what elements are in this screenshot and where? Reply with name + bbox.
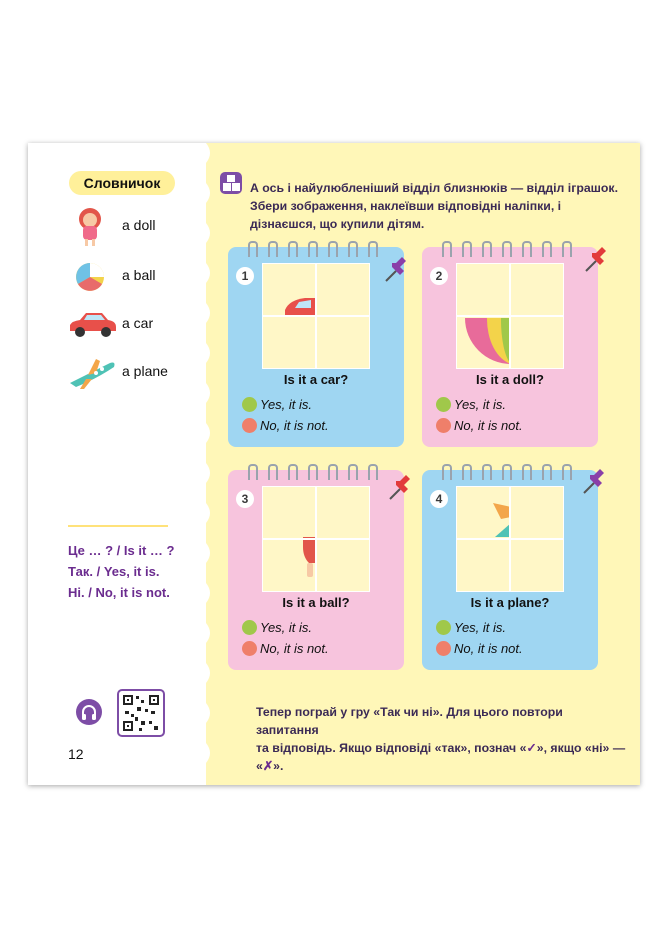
yes-dot xyxy=(242,620,257,635)
audio-headphones-icon[interactable] xyxy=(76,699,102,725)
vocab-word: a car xyxy=(122,315,154,331)
card-number: 3 xyxy=(236,490,254,508)
plane-fragment-icon xyxy=(491,503,511,537)
yes-dot xyxy=(436,397,451,412)
answer-no[interactable]: No, it is not. xyxy=(260,418,329,433)
answer-yes[interactable]: Yes, it is. xyxy=(454,620,506,635)
pushpin-icon xyxy=(380,253,414,287)
card-number: 4 xyxy=(430,490,448,508)
no-dot xyxy=(242,418,257,433)
answer-no[interactable]: No, it is not. xyxy=(454,641,523,656)
plane-icon xyxy=(66,353,122,393)
game-instruction: Тепер пограй у гру «Так чи ні». Для цього повтори запитання та відповідь. Якщо відповіді «так», познач «✓», якщо «ні» — «✗». xyxy=(256,705,626,773)
task-instruction: А ось і найулюбленіший відділ близнюків — відділ іграшок. Збери зображення, наклеївши відповідні наліпки, і дізнаєшся, що купили дітям. xyxy=(250,181,618,231)
dictionary-column xyxy=(28,143,206,785)
sticker-grid[interactable] xyxy=(262,263,370,369)
abc-blocks-icon xyxy=(219,171,243,195)
yes-dot xyxy=(436,620,451,635)
vocab-word: a plane xyxy=(122,363,168,379)
vocab-item-car xyxy=(66,305,206,345)
pushpin-icon xyxy=(384,471,418,505)
ball-fragment-icon xyxy=(463,318,511,364)
no-dot xyxy=(436,418,451,433)
pushpin-icon xyxy=(580,243,614,277)
vocab-item-doll xyxy=(66,207,206,247)
divider xyxy=(68,525,168,527)
page-number: 12 xyxy=(68,746,84,762)
doll-fragment-icon xyxy=(293,537,317,577)
car-icon xyxy=(66,305,122,345)
sticker-grid[interactable] xyxy=(262,486,370,592)
vocab-item-ball xyxy=(66,257,206,297)
answer-yes[interactable]: Yes, it is. xyxy=(454,397,506,412)
dictionary-title: Словничок xyxy=(69,171,175,195)
no-dot xyxy=(242,641,257,656)
puzzle-card-3 xyxy=(228,470,404,670)
puzzle-card-4 xyxy=(422,470,598,670)
puzzle-card-2 xyxy=(422,247,598,447)
answer-yes[interactable]: Yes, it is. xyxy=(260,620,312,635)
vocab-word: a doll xyxy=(122,217,156,233)
workbook-page xyxy=(28,143,640,785)
card-number: 1 xyxy=(236,267,254,285)
answer-no[interactable]: No, it is not. xyxy=(260,641,329,656)
puzzle-card-1 xyxy=(228,247,404,447)
vocab-word: a ball xyxy=(122,267,156,283)
card-question: Is it a doll? xyxy=(476,372,544,387)
sticker-grid[interactable] xyxy=(456,486,564,592)
check-icon: ✓ xyxy=(526,741,537,755)
phrase-question: Це … ? / Is it … ? xyxy=(68,543,175,558)
qr-code[interactable] xyxy=(117,689,165,737)
answer-yes[interactable]: Yes, it is. xyxy=(260,397,312,412)
card-question: Is it a plane? xyxy=(470,595,550,610)
card-question: Is it a ball? xyxy=(282,595,350,610)
yes-dot xyxy=(242,397,257,412)
answer-no[interactable]: No, it is not. xyxy=(454,418,523,433)
card-question: Is it a car? xyxy=(283,372,349,387)
car-fragment-icon xyxy=(281,294,317,316)
wavy-edge xyxy=(198,143,214,785)
sticker-grid[interactable] xyxy=(456,263,564,369)
card-number: 2 xyxy=(430,267,448,285)
cross-icon: ✗ xyxy=(262,759,274,773)
phrase-yes: Так. / Yes, it is. xyxy=(68,564,160,579)
ball-icon xyxy=(66,257,122,297)
doll-icon xyxy=(66,207,122,247)
pushpin-icon xyxy=(578,465,612,499)
no-dot xyxy=(436,641,451,656)
phrase-no: Ні. / No, it is not. xyxy=(68,585,170,600)
vocab-item-plane xyxy=(66,353,206,393)
